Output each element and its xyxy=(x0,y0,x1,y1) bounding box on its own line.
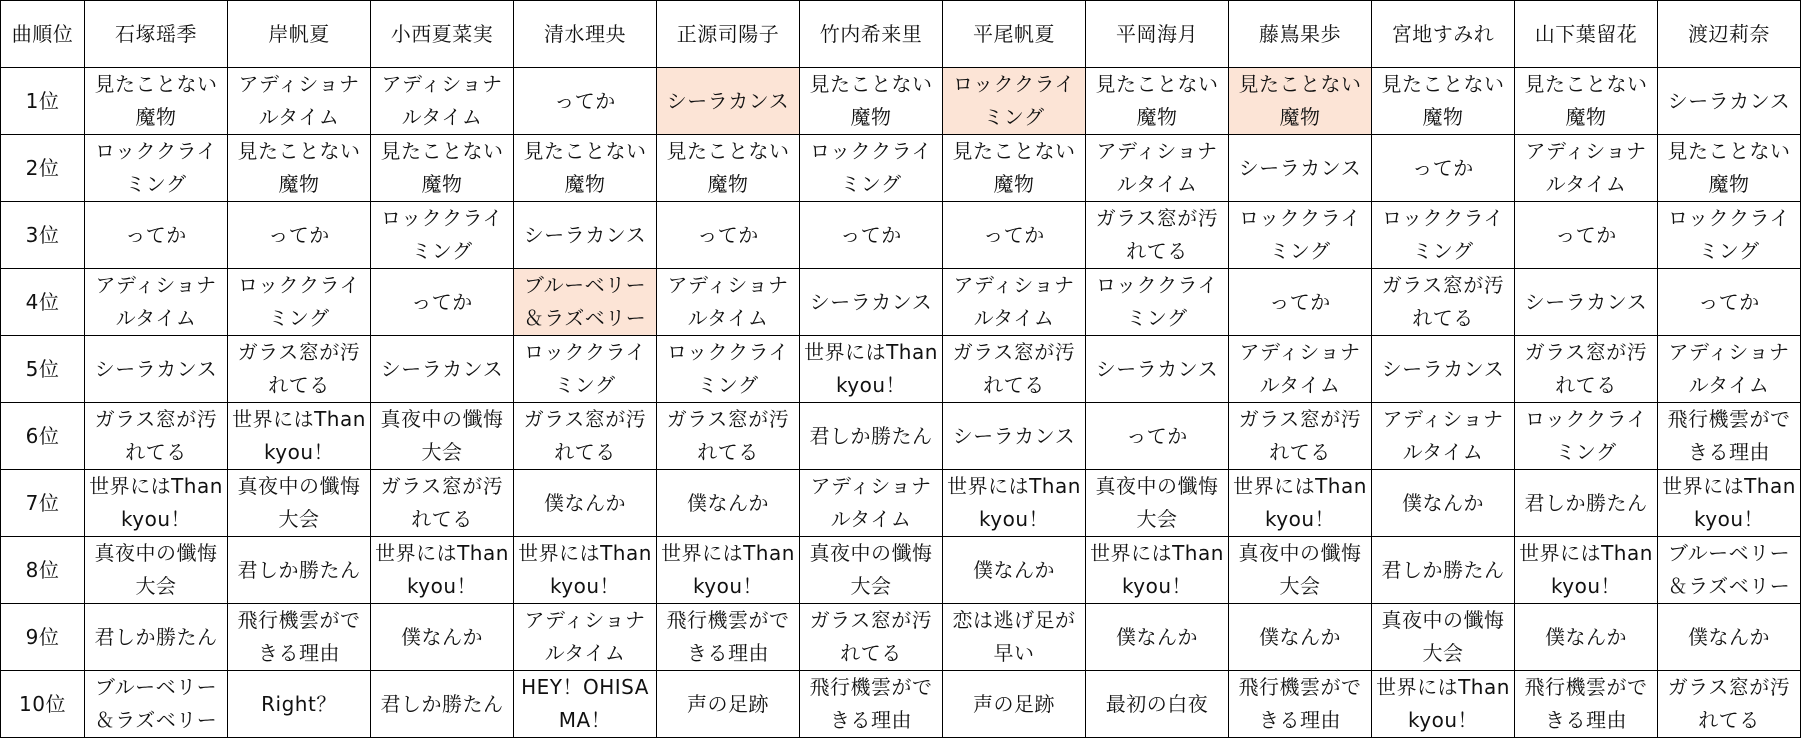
song-cell[interactable]: アディショナルタイム xyxy=(85,269,228,336)
song-cell[interactable]: アディショナルタイム xyxy=(1229,336,1372,403)
song-cell[interactable]: 世界にはThankyou！ xyxy=(371,537,514,604)
song-cell[interactable]: 真夜中の懺悔大会 xyxy=(85,537,228,604)
song-cell[interactable]: ロッククライミング xyxy=(943,68,1086,135)
song-cell[interactable]: 飛行機雲ができる理由 xyxy=(1229,671,1372,738)
song-cell[interactable]: 真夜中の懺悔大会 xyxy=(371,403,514,470)
member-header-cell[interactable]: 竹内希来里 xyxy=(800,1,943,68)
song-cell[interactable]: ロッククライミング xyxy=(85,135,228,202)
member-header-cell[interactable]: 正源司陽子 xyxy=(657,1,800,68)
table-body xyxy=(1,68,1801,738)
song-cell[interactable]: ってか xyxy=(943,202,1086,269)
song-cell[interactable]: 声の足跡 xyxy=(657,671,800,738)
song-cell[interactable]: アディショナルタイム xyxy=(657,269,800,336)
song-cell[interactable]: シーラカンス xyxy=(657,68,800,135)
song-cell[interactable]: ってか xyxy=(1229,269,1372,336)
song-cell[interactable]: ガラス窓が汚れてる xyxy=(514,403,657,470)
song-cell[interactable]: シーラカンス xyxy=(85,336,228,403)
song-cell[interactable]: 君しか勝たん xyxy=(85,604,228,671)
song-cell[interactable]: ってか xyxy=(800,202,943,269)
member-header-cell[interactable]: 平岡海月 xyxy=(1086,1,1229,68)
member-header-cell[interactable]: 平尾帆夏 xyxy=(943,1,1086,68)
song-cell[interactable]: 世界にはThankyou！ xyxy=(800,336,943,403)
song-cell[interactable]: ガラス窓が汚れてる xyxy=(1515,336,1658,403)
song-cell[interactable]: ロッククライミング xyxy=(371,202,514,269)
song-cell[interactable]: ロッククライミング xyxy=(514,336,657,403)
song-cell[interactable]: ガラス窓が汚れてる xyxy=(943,336,1086,403)
song-cell[interactable]: アディショナルタイム xyxy=(1658,336,1801,403)
song-cell[interactable]: 世界にはThankyou！ xyxy=(1086,537,1229,604)
song-cell[interactable]: ブルーベリー＆ラズベリー xyxy=(1658,537,1801,604)
song-cell[interactable]: 見たことない魔物 xyxy=(657,135,800,202)
song-cell[interactable]: 僕なんか xyxy=(371,604,514,671)
rank-cell[interactable]: 5位 xyxy=(1,336,85,403)
rank-cell[interactable]: 9位 xyxy=(1,604,85,671)
song-cell[interactable]: 真夜中の懺悔大会 xyxy=(1372,604,1515,671)
table-row xyxy=(1,403,1801,470)
song-cell[interactable]: 世界にはThankyou！ xyxy=(657,537,800,604)
song-cell[interactable]: ってか xyxy=(371,269,514,336)
song-cell[interactable]: ってか xyxy=(514,68,657,135)
song-cell[interactable]: 真夜中の懺悔大会 xyxy=(1086,470,1229,537)
song-cell[interactable]: アディショナルタイム xyxy=(371,68,514,135)
member-header-cell[interactable]: 宮地すみれ xyxy=(1372,1,1515,68)
song-cell[interactable]: 飛行機雲ができる理由 xyxy=(657,604,800,671)
header-row xyxy=(1,1,1801,68)
song-cell[interactable]: ってか xyxy=(1658,269,1801,336)
song-cell[interactable]: 僕なんか xyxy=(1372,470,1515,537)
song-cell[interactable]: ガラス窓が汚れてる xyxy=(1658,671,1801,738)
table-row xyxy=(1,604,1801,671)
song-cell[interactable]: アディショナルタイム xyxy=(514,604,657,671)
song-cell[interactable]: ってか xyxy=(85,202,228,269)
song-cell[interactable]: シーラカンス xyxy=(371,336,514,403)
song-cell[interactable]: ガラス窓が汚れてる xyxy=(228,336,371,403)
song-cell[interactable]: 世界にはThankyou！ xyxy=(1372,671,1515,738)
song-cell[interactable]: ガラス窓が汚れてる xyxy=(1086,202,1229,269)
table-row xyxy=(1,671,1801,738)
song-cell[interactable]: 見たことない魔物 xyxy=(371,135,514,202)
song-cell[interactable]: 僕なんか xyxy=(657,470,800,537)
song-cell[interactable]: 君しか勝たん xyxy=(228,537,371,604)
song-cell[interactable]: 声の足跡 xyxy=(943,671,1086,738)
song-cell[interactable]: ロッククライミング xyxy=(228,269,371,336)
song-cell[interactable]: 僕なんか xyxy=(1229,604,1372,671)
song-cell[interactable]: 飛行機雲ができる理由 xyxy=(800,671,943,738)
song-cell[interactable]: 見たことない魔物 xyxy=(800,68,943,135)
song-cell[interactable]: ってか xyxy=(228,202,371,269)
song-cell[interactable]: シーラカンス xyxy=(1229,135,1372,202)
table-row xyxy=(1,269,1801,336)
song-cell[interactable]: 飛行機雲ができる理由 xyxy=(1515,671,1658,738)
table-row xyxy=(1,537,1801,604)
song-cell[interactable]: ロッククライミング xyxy=(1086,269,1229,336)
song-cell[interactable]: 僕なんか xyxy=(1515,604,1658,671)
song-cell[interactable]: 世界にはThankyou！ xyxy=(228,403,371,470)
song-cell[interactable]: シーラカンス xyxy=(1515,269,1658,336)
song-cell[interactable]: アディショナルタイム xyxy=(228,68,371,135)
song-cell[interactable]: Right？ xyxy=(228,671,371,738)
song-cell[interactable]: 見たことない魔物 xyxy=(85,68,228,135)
song-cell[interactable]: 僕なんか xyxy=(1086,604,1229,671)
song-cell[interactable]: 僕なんか xyxy=(1658,604,1801,671)
song-cell[interactable]: 見たことない魔物 xyxy=(228,135,371,202)
table-row xyxy=(1,135,1801,202)
song-cell[interactable]: 世界にはThankyou！ xyxy=(1658,470,1801,537)
song-cell[interactable]: ガラス窓が汚れてる xyxy=(1229,403,1372,470)
song-cell[interactable]: 最初の白夜 xyxy=(1086,671,1229,738)
song-cell[interactable]: シーラカンス xyxy=(1372,336,1515,403)
song-cell[interactable]: ガラス窓が汚れてる xyxy=(1372,269,1515,336)
song-cell[interactable]: シーラカンス xyxy=(800,269,943,336)
song-cell[interactable]: シーラカンス xyxy=(1658,68,1801,135)
song-cell[interactable]: 世界にはThankyou！ xyxy=(1229,470,1372,537)
song-cell[interactable]: 僕なんか xyxy=(514,470,657,537)
song-cell[interactable]: ガラス窓が汚れてる xyxy=(657,403,800,470)
song-cell[interactable]: ってか xyxy=(1372,135,1515,202)
song-cell[interactable]: 世界にはThankyou！ xyxy=(943,470,1086,537)
table-row xyxy=(1,202,1801,269)
song-cell[interactable]: 世界にはThankyou！ xyxy=(1515,537,1658,604)
table-row xyxy=(1,336,1801,403)
song-cell[interactable]: 飛行機雲ができる理由 xyxy=(1658,403,1801,470)
sheet-margin xyxy=(0,740,1804,745)
table-row xyxy=(1,470,1801,537)
song-cell[interactable]: ってか xyxy=(1515,202,1658,269)
song-cell[interactable]: ってか xyxy=(657,202,800,269)
song-cell[interactable]: アディショナルタイム xyxy=(1086,135,1229,202)
rank-cell[interactable]: 2位 xyxy=(1,135,85,202)
member-header-cell[interactable]: 石塚瑶季 xyxy=(85,1,228,68)
song-cell[interactable]: 見たことない魔物 xyxy=(1658,135,1801,202)
song-cell[interactable]: 僕なんか xyxy=(943,537,1086,604)
song-cell[interactable]: ロッククライミング xyxy=(1515,403,1658,470)
song-cell[interactable]: 見たことない魔物 xyxy=(1229,68,1372,135)
song-cell[interactable]: 君しか勝たん xyxy=(371,671,514,738)
song-cell[interactable]: シーラカンス xyxy=(1086,336,1229,403)
song-cell[interactable]: 世界にはThankyou！ xyxy=(85,470,228,537)
song-cell[interactable]: ブルーベリー＆ラズベリー xyxy=(85,671,228,738)
rank-cell[interactable]: 4位 xyxy=(1,269,85,336)
member-header-cell[interactable]: 清水理央 xyxy=(514,1,657,68)
song-cell[interactable]: ロッククライミング xyxy=(800,135,943,202)
table-row xyxy=(1,68,1801,135)
song-cell[interactable]: 君しか勝たん xyxy=(1515,470,1658,537)
rank-cell[interactable]: 7位 xyxy=(1,470,85,537)
song-cell[interactable]: アディショナルタイム xyxy=(1515,135,1658,202)
rank-cell[interactable]: 6位 xyxy=(1,403,85,470)
song-cell[interactable]: HEY！OHISAMA！ xyxy=(514,671,657,738)
member-header-cell[interactable]: 渡辺莉奈 xyxy=(1658,1,1801,68)
rank-cell[interactable]: 1位 xyxy=(1,68,85,135)
member-header-cell[interactable]: 山下葉留花 xyxy=(1515,1,1658,68)
song-cell[interactable]: 見たことない魔物 xyxy=(1515,68,1658,135)
rank-cell[interactable]: 10位 xyxy=(1,671,85,738)
song-cell[interactable]: 真夜中の懺悔大会 xyxy=(1229,537,1372,604)
song-cell[interactable]: ロッククライミング xyxy=(657,336,800,403)
song-cell[interactable]: シーラカンス xyxy=(943,403,1086,470)
song-cell[interactable]: 見たことない魔物 xyxy=(943,135,1086,202)
member-header-cell[interactable]: 小西夏菜実 xyxy=(371,1,514,68)
song-cell[interactable]: アディショナルタイム xyxy=(800,470,943,537)
corner-header-cell[interactable]: 曲順位 xyxy=(1,1,85,68)
song-cell[interactable]: ガラス窓が汚れてる xyxy=(371,470,514,537)
song-cell[interactable]: 飛行機雲ができる理由 xyxy=(228,604,371,671)
song-cell[interactable]: アディショナルタイム xyxy=(943,269,1086,336)
song-cell[interactable]: ロッククライミング xyxy=(1658,202,1801,269)
song-cell[interactable]: シーラカンス xyxy=(514,202,657,269)
song-cell[interactable]: 世界にはThankyou！ xyxy=(514,537,657,604)
song-cell[interactable]: アディショナルタイム xyxy=(1372,403,1515,470)
rank-cell[interactable]: 3位 xyxy=(1,202,85,269)
member-header-cell[interactable]: 藤嶌果歩 xyxy=(1229,1,1372,68)
song-cell[interactable]: 見たことない魔物 xyxy=(1086,68,1229,135)
song-cell[interactable]: 見たことない魔物 xyxy=(514,135,657,202)
song-cell[interactable]: ガラス窓が汚れてる xyxy=(85,403,228,470)
member-header-cell[interactable]: 岸帆夏 xyxy=(228,1,371,68)
song-cell[interactable]: 恋は逃げ足が早い xyxy=(943,604,1086,671)
song-cell[interactable]: ってか xyxy=(1086,403,1229,470)
song-cell[interactable]: 君しか勝たん xyxy=(800,403,943,470)
song-cell[interactable]: 真夜中の懺悔大会 xyxy=(800,537,943,604)
song-cell[interactable]: 君しか勝たん xyxy=(1372,537,1515,604)
rank-cell[interactable]: 8位 xyxy=(1,537,85,604)
song-cell[interactable]: ガラス窓が汚れてる xyxy=(800,604,943,671)
song-cell[interactable]: ロッククライミング xyxy=(1372,202,1515,269)
song-cell[interactable]: ブルーベリー＆ラズベリー xyxy=(514,269,657,336)
song-cell[interactable]: 真夜中の懺悔大会 xyxy=(228,470,371,537)
song-cell[interactable]: 見たことない魔物 xyxy=(1372,68,1515,135)
song-cell[interactable]: ロッククライミング xyxy=(1229,202,1372,269)
